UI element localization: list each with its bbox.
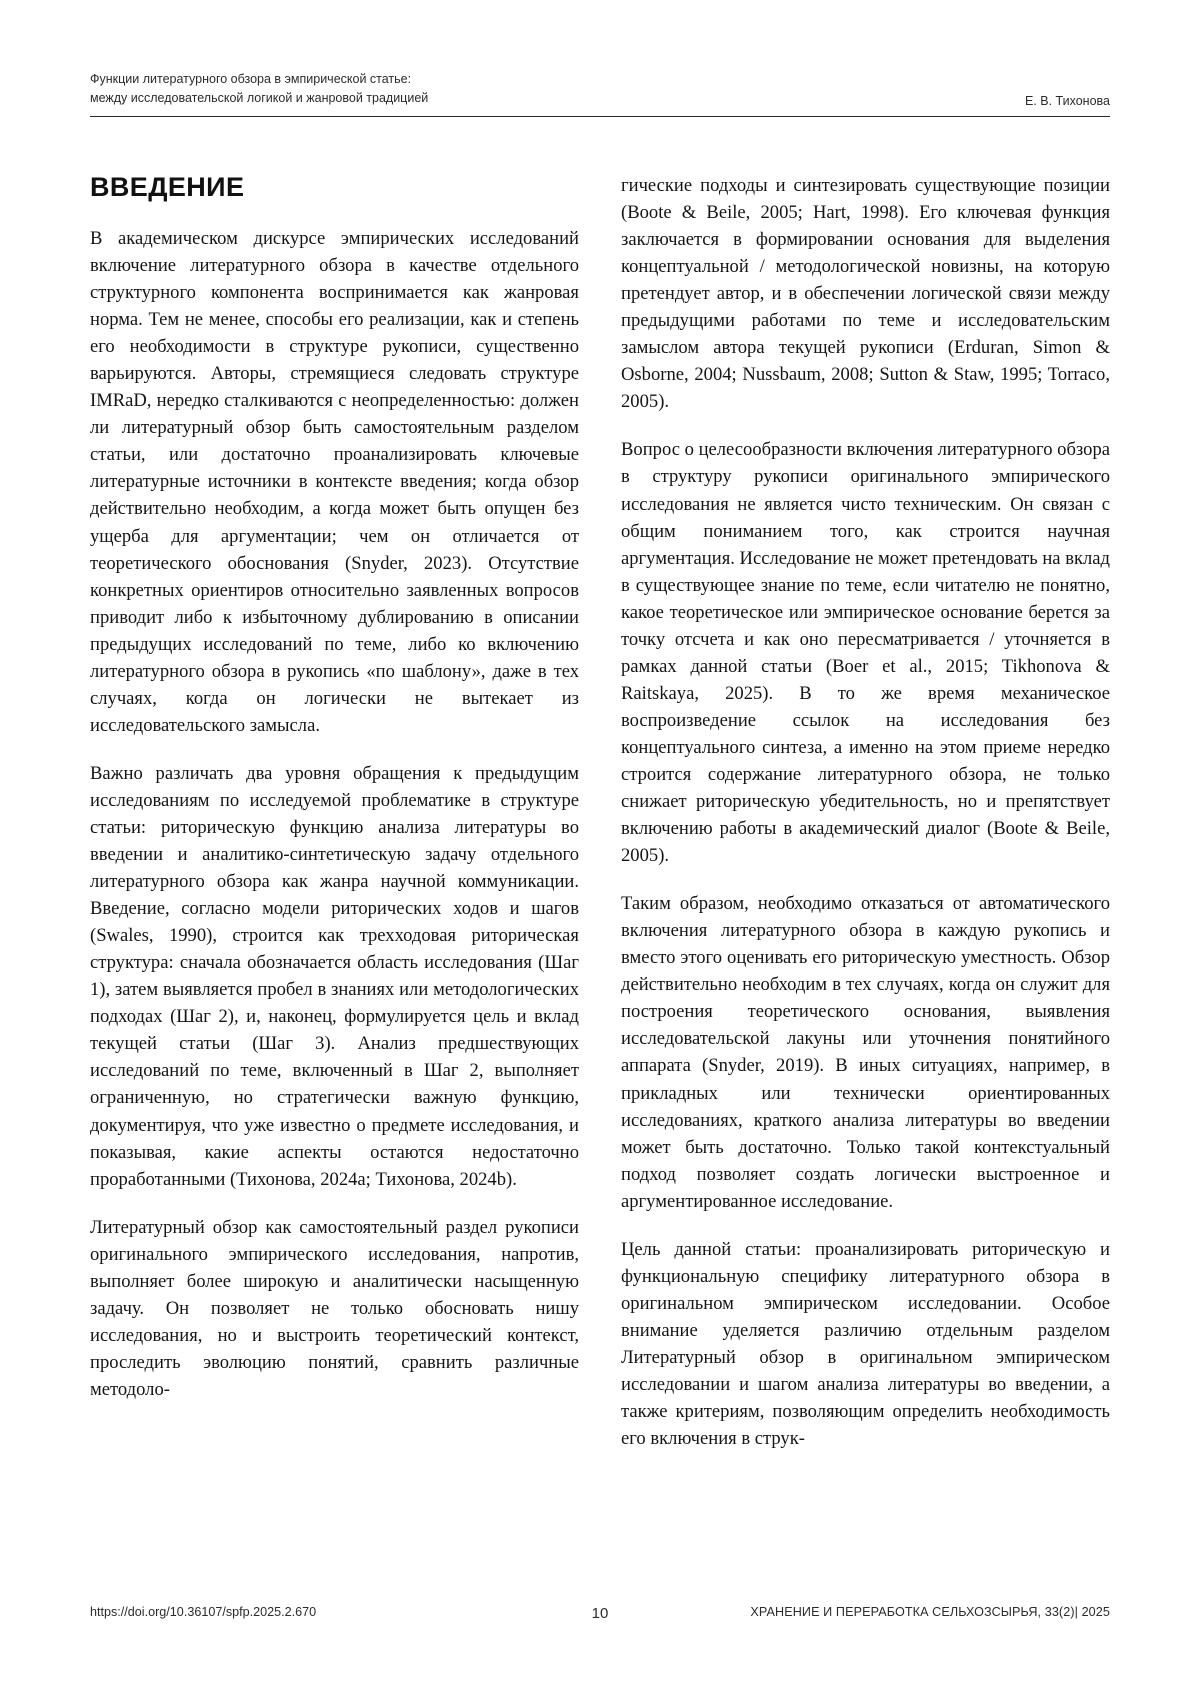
page-number: 10 [591,1605,609,1622]
running-head-title-line1: Функции литературного обзора в эмпирической статье: [90,72,412,86]
page-footer [90,1605,1110,1622]
running-head-author: Е. В. Тихонова [1024,93,1110,108]
article-body [90,172,1110,1452]
paragraph: Литературный обзор как самостоятельный раздел рукописи оригинального эмпирического исследования, напротив, выполняет более широкую и аналитически насыщенную задачу. Он позволяет не только обосновать нишу исследования, но и выстроить теоретический контекст, проследить эволюцию понятий, сравнить различные методоло- [90,1216,579,1400]
paragraph: Вопрос о целесообразности включения литературного обзора в структуру рукописи оригинального эмпирического исследования не является чисто техническим. Он связан с общим пониманием того, как строится научная аргументация. Исследование не может претендовать на вклад в существующее знание по теме, если читателю не понятно, какое теоретическое или эмпирическое основание берется за точку отсчета и как оно пересматривается / уточняется в рамках данной статьи (Boer et al., 2015; Tikhonova & Raitskaya, 2025). В то же время механическое воспроизведение ссылок на исследования без концептуального синтеза, а именно на этом приеме нередко строится содержание литературного обзора, не только снижает риторическую убедительность, но и препятствует включению работы в академический диалог (Boote & Beile, 2005). [621,439,1111,867]
running-head-title-line2: между исследовательской логикой и жанровой традицией [90,91,429,106]
paragraph: Цель данной статьи: проанализировать риторическую и функциональную специфику литературного обзора в оригинальном эмпирическом исследовании. Особое внимание уделяется различию отдельным разделом Литературный обзор в оригинальном эмпирическом исследовании и шагом анализа литературы во введении, а также критериям, позволяющим определить необходимость его включения в струк- [621,1238,1110,1450]
paragraph: гические подходы и синтезировать существующие позиции (Boote & Beile, 2005; Hart, 1998). Его ключевая функция заключается в формировании основания для выделения концептуальной / методологической новизны, на которую претендует автор, и в обеспечении логической связи между предыдущими работами по теме и исследовательским замыслом автора текущей рукописи (Erduran, Simon & Osborne, 2004; Nussbaum, 2008; Sutton & Staw, 1995; Torraco, 2005). [621,175,1110,413]
doi-link[interactable]: https://doi.org/10.36107/spfp.2025.2.670 [90,1605,317,1619]
column-left [90,172,579,1452]
paragraph: В академическом дискурсе эмпирических исследований включение литературного обзора в качестве отдельного структурного компонента воспринимается как жанровая норма. Тем не менее, способы его реализации, как и степень его необходимости в структуре рукописи, существенно варьируются. Авторы, стремящиеся следовать структуре IMRaD, нередко сталкиваются с неопределенностью: должен ли литературный обзор быть самостоятельным разделом статьи, или достаточно проанализировать ключевые литературные источники в контексте введения; когда обзор действительно необходим, а когда может быть опущен без ущерба для аргументации; чем он отличается от теоретического обоснования (Snyder, 2023). Отсутствие конкретных ориентиров относительно заявленных вопросов приводит либо к избыточному дублированию в описании предыдущих исследований по теме, либо ко включению литературного обзора в рукопись «по шаблону», даже в тех случаях, когда он логически не вытекает из исследовательского замысла. [90,228,579,736]
running-head-title [90,70,428,109]
column-right [621,172,1110,1452]
running-head [90,70,1110,117]
journal-name: ХРАНЕНИЕ И ПЕРЕРАБОТКА СЕЛЬХОЗСЫРЬЯ, 33(2)| 2025 [750,1605,1110,1619]
paragraph: Таким образом, необходимо отказаться от автоматического включения литературного обзора в каждую рукопись и вместо этого оценивать его риторическую уместность. Обзор действительно необходим в тех случаях, когда он служит для построения теоретического основания, выявления исследовательской лакуны или уточнения понятийного аппарата (Snyder, 2019). В иных ситуациях, например, в прикладных или технически ориентированных исследованиях, краткого анализа литературы во введении может быть достаточно. Только такой контекстуальный подход позволяет создать логически выстроенное и аргументированное исследование. [621,893,1110,1212]
section-heading: ВВЕДЕНИЕ [90,172,245,202]
paragraph: Важно различать два уровня обращения к предыдущим исследованиям по исследуемой проблематике в структуре статьи: риторическую функцию анализа литературы во введении и аналитико-синтетическую задачу отдельного литературного обзора как жанра научной коммуникации. Введение, согласно модели риторических ходов и шагов (Swales, 1990), строится как трехходовая риторическая структура: сначала обозначается область исследования (Шаг 1), затем выявляется пробел в знаниях или методологических подходах (Шаг 2), и, наконец, формулируется цель и вклад текущей статьи (Шаг 3). Анализ предшествующих исследований по теме, включенный в Шаг 2, выполняет ограниченную, но стратегически важную функцию, документируя, что уже известно о предмете исследования, и показывая, какие аспекты остаются недостаточно проработанными (Тихонова, 2024a; Тихонова, 2024b). [90,762,579,1190]
